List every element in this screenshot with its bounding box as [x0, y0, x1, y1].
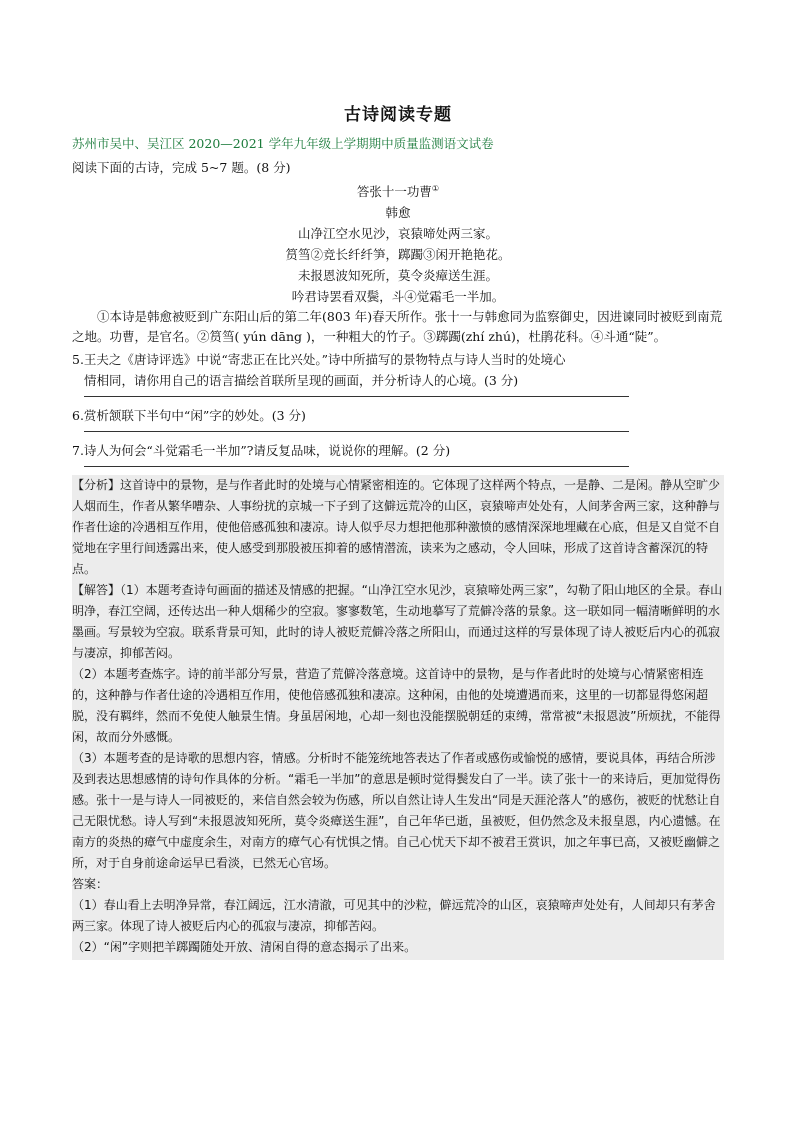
question-5: 5.王夫之《唐诗评选》中说“寄悲正在比兴处。”诗中所描写的景物特点与诗人当时的处境心 — [72, 352, 566, 368]
question-5-cont: 情相同，请你用自己的语言描绘首联所呈现的画面，并分析诗人的心境。(3 分) — [84, 373, 519, 389]
answer-blank — [84, 465, 629, 467]
poem-author: 韩愈 — [385, 205, 411, 221]
analysis-fenxi: 【分析】这首诗中的景物，是与作者此时的处境与心情紧密相连的。它体现了这样两个特点，一是静、二是闲。静从空旷少人烟而生，作者从繁华嘈杂、人事纷扰的京城一下子到了这僻远荒冷的山区，哀猿啼声处处有，人间茅舍两三家，这种静与作者仕途的冷遇相互作用，使他倍感孤独和凄凉。诗人似乎尽力想把他那种激愤的感情深深地埋藏在心底，但是又自觉不自觉地在字里行间透露出来，使人感受到那股被压抑着的感情潜流，读来为之感动，令人回味，形成了这首诗含蓄深沉的特点。 — [72, 478, 721, 577]
poem-title-text: 答张十一功曹 — [356, 184, 432, 200]
exam-source: 苏州市吴中、吴江区 2020—2021 学年九年级上学期期中质量监测语文试卷 — [72, 136, 494, 151]
page-title: 古诗阅读专题 — [344, 105, 452, 125]
answer-label: 答案： — [72, 877, 109, 892]
poem-line: 吟君诗罢看双鬓，斗④觉霜毛一半加。 — [291, 289, 505, 305]
poem-line: 山净江空水见沙，哀猿啼处两三家。 — [297, 226, 498, 242]
answer-1: （1）春山看上去明净异常，春江阔远，江水清澈，可见其中的沙粒，僻远荒冷的山区，哀猿啼声处处有，人间却只有茅舍两三家。体现了诗人被贬后内心的孤寂与凄凉，抑郁苦闷。 — [72, 898, 716, 934]
analysis-section — [72, 475, 724, 960]
question-7: 7.诗人为何会“斗觉霜毛一半加”?请反复品味，说说你的理解。(2 分) — [72, 443, 451, 459]
analysis-jieda-1: 【解答】（1）本题考查诗句画面的描述及情感的把握。“山净江空水见沙，哀猿啼处两三家”，勾勒了阳山地区的全景。春山明净，春江空阔，还传达出一种人烟稀少的空寂。寥寥数笔，生动地摹写了荒僻冷落的景象。这一联如同一幅清晰鲜明的水墨画。写景较为空寂。联系背景可知，此时的诗人被贬荒僻冷落之所阳山，而通过这样的写景体现了诗人被贬后内心的孤寂与凄凉，抑郁苦闷。 — [72, 583, 723, 661]
answer-2: （2）“闲”字则把羊踯躅随处开放、清闲自得的意态揭示了出来。 — [72, 940, 417, 955]
analysis-jieda-3: （3）本题考查的是诗歌的思想内容，情感。分析时不能笼统地答表达了作者或感伤或愉悦的感情，要说具体，再结合所涉及到表达思想感情的诗句作具体的分析。“霜毛一半加”的意思是顿时觉得鬓发白了一半。读了张十一的来诗后，更加觉得伤感。张十一是与诗人一同被贬的，来信自然会较为伤感，所以自然让诗人生发出“同是天涯沦落人”的感伤，被贬的忧愁让自己无限忧愁。诗人写到“未报恩波知死所，莫令炎瘴送生涯”，自己年华已逝，虽被贬，但仍然念及未报皇恩，内心遗憾。在南方的炎热的瘴气中虚度余生，对南方的瘴气心有忧惧之情。自己心忧天下却不被君王赏识，加之年事已高，又被贬幽僻之所，对于自身前途命运早已看淡，已然无心官场。 — [72, 751, 721, 871]
poem-line: 未报恩波知死所，莫令炎瘴送生涯。 — [297, 268, 498, 284]
instruction: 阅读下面的古诗，完成 5~7 题。(8 分) — [72, 160, 291, 175]
poem-title-mark: ① — [431, 184, 440, 193]
answer-blank — [84, 430, 629, 432]
answer-blank — [84, 395, 629, 397]
analysis-jieda-2: （2）本题考查炼字。诗的前半部分写景，营造了荒僻冷落意境。这首诗中的景物，是与作者此时的处境与心情紧密相连的，这种静与作者仕途的冷遇相互作用，使他倍感孤独和凄凉。这种闲，由他的处境遭遇而来，这里的一切都显得悠闲超脱，没有羁绊，然而不免使人触景生情。身虽居闲地，心却一刻也没能摆脱朝廷的束缚，常常被“未报恩波”所烦扰，不能得闲，故而分外感慨。 — [72, 667, 721, 745]
question-6: 6.赏析颔联下半句中“闲”字的妙处。(3 分) — [72, 408, 306, 424]
document-page — [72, 100, 724, 960]
poem-line: 筼筜②竞长纤纤笋，踯躅③闲开艳艳花。 — [285, 247, 511, 263]
poem-notes: ①本诗是韩愈被贬到广东阳山后的第二年(803 年)春天所作。张十一与韩愈同为监察御史，因进谏同时被贬到南荒之地。功曹，是官名。②筼筜( yún dāng )，一种粗大的竹子。③踯躅(zhí zhú)，杜鹃花科。④斗通“陡”。 — [72, 309, 723, 345]
poem-title — [72, 178, 724, 202]
